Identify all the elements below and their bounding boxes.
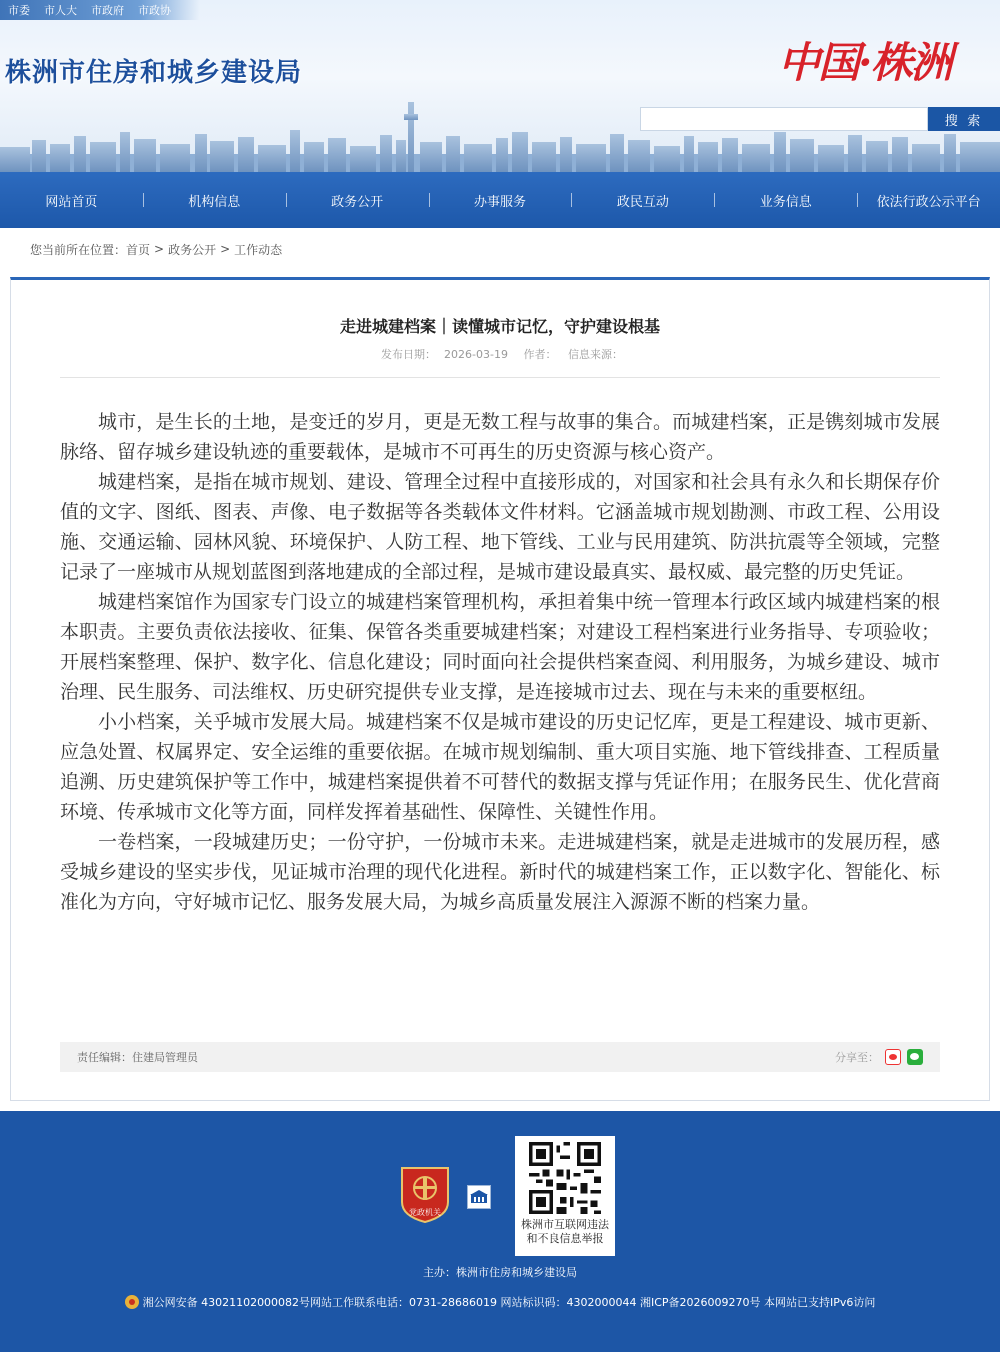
top-link-peoples-congress[interactable]: 市人大: [44, 4, 77, 17]
police-badge-icon: [125, 1295, 139, 1309]
breadcrumb: [0, 228, 1000, 270]
article-title: 走进城建档案｜读懂城市记忆，守护建设根基: [339, 317, 660, 336]
top-link-cppcc[interactable]: 市政协: [138, 4, 171, 17]
source-label: 信息来源：: [567, 348, 623, 361]
article-body: [60, 407, 940, 917]
article-meta: [11, 346, 989, 362]
share-group: [835, 1049, 923, 1065]
weibo-share-icon[interactable]: [885, 1049, 901, 1065]
breadcrumb-separator: >: [220, 242, 231, 256]
party-government-badge-icon[interactable]: [398, 1166, 452, 1224]
report-qr-code[interactable]: [515, 1136, 615, 1256]
top-links: [0, 0, 200, 20]
article-paragraph: 城建档案，是指在城市规划、建设、管理全过程中直接形成的，对国家和社会具有永久和长期保存价值的文字、图纸、图表、声像、电子数据等各类载体文件材料。它涵盖城市规划勘测、市政工程、公用设施、交通运输、园林风貌、环境保护、人防工程、地下管线、工业与民用建筑、防洪抗震等全领域，完整记录了一座城市从规划蓝图到落地建成的全部过程，是城市建设最真实、最权威、最完整的历史凭证。: [60, 471, 940, 583]
city-skyline-banner: [0, 92, 1000, 172]
brand-calligraphy-logo: 中国·株洲: [778, 38, 951, 87]
breadcrumb-separator: >: [154, 242, 165, 256]
breadcrumb-prefix: 您当前所在位置：: [30, 242, 127, 257]
share-label: 分享至：: [835, 1051, 879, 1064]
top-link-party-committee[interactable]: 市委: [8, 4, 30, 17]
party-badge-text: 党政机关: [409, 1208, 441, 1217]
nav-services[interactable]: 办事服务: [429, 191, 572, 210]
nav-business-info[interactable]: 业务信息: [714, 191, 857, 210]
nav-home[interactable]: 网站首页: [45, 194, 98, 210]
breadcrumb-home[interactable]: 首页: [126, 242, 151, 257]
nav-government-affairs[interactable]: 政务公开: [286, 191, 429, 210]
author-label: 作者：: [523, 348, 557, 361]
sponsor-label: 主办：: [423, 1266, 456, 1279]
title-divider: [60, 377, 940, 378]
date-label: 发布日期：: [381, 348, 437, 361]
nav-interaction[interactable]: 政民互动: [571, 191, 714, 210]
nav-law-publicity[interactable]: 依法行政公示平台: [857, 191, 1000, 210]
editor-name: 住建局管理员: [132, 1051, 198, 1064]
publish-date: 2026-03-19: [444, 348, 508, 361]
search-button[interactable]: 搜 索: [928, 107, 1000, 131]
qr-caption-line2: 和不良信息举报: [526, 1232, 604, 1245]
site-title[interactable]: 株洲市住房和城乡建设局: [5, 58, 303, 88]
sponsor-line: [0, 1264, 1000, 1280]
gov-site-icon[interactable]: [467, 1185, 491, 1209]
qr-caption-line1: 株洲市互联网违法: [521, 1218, 609, 1231]
site-header: [0, 0, 1000, 172]
article-paragraph: 小小档案，关乎城市发展大局。城建档案不仅是城市建设的历史记忆库，更是工程建设、城市更新、应急处置、权属界定、安全运维的重要依据。在城市规划编制、重大项目实施、地下管线排查、工程质量追溯、历史建筑保护等工作中，城建档案提供着不可替代的数据支撑与凭证作用；在服务民生、优化营商环境、传承城市文化等方面，同样发挥着基础性、保障性、关键性作用。: [60, 711, 940, 823]
article-container: [10, 277, 990, 1101]
article-footer-bar: [60, 1042, 940, 1072]
article-paragraph: 城市，是生长的土地，是变迁的岁月，更是无数工程与故事的集合。而城建档案，正是镌刻城市发展脉络、留存城乡建设轨迹的重要载体，是城市不可再生的历史资源与核心资产。: [60, 411, 940, 463]
site-footer: [0, 1111, 1000, 1352]
sponsor-name: 株洲市住房和城乡建设局: [456, 1266, 577, 1279]
nav-organization[interactable]: 机构信息: [143, 191, 286, 210]
wechat-share-icon[interactable]: [907, 1049, 923, 1065]
top-link-government[interactable]: 市政府: [91, 4, 124, 17]
qr-code-icon: [529, 1142, 601, 1214]
icp-text[interactable]: 湘公网安备 43021102000082号网站工作联系电话：0731-28686019 网站标识码：4302000044 湘ICP备2026009270号 本网站已支持IPv6访问: [142, 1296, 876, 1309]
main-nav: [0, 172, 1000, 228]
breadcrumb-government-affairs[interactable]: 政务公开: [168, 242, 217, 257]
breadcrumb-work-news[interactable]: 工作动态: [234, 242, 283, 257]
article-paragraph: 一卷档案，一段城建历史；一份守护，一份城市未来。走进城建档案，就是走进城市的发展历程，感受城乡建设的坚实步伐，见证城市治理的现代化进程。新时代的城建档案工作，正以数字化、智能化、标准化为方向，守好城市记忆、服务发展大局，为城乡高质量发展注入源源不断的档案力量。: [60, 831, 940, 913]
article-paragraph: 城建档案馆作为国家专门设立的城建档案管理机构，承担着集中统一管理本行政区域内城建档案的根本职责。主要负责依法接收、征集、保管各类重要城建档案；对建设工程档案进行业务指导、专项验收；开展档案整理、保护、数字化、信息化建设；同时面向社会提供档案查阅、利用服务，为城乡建设、城市治理、民生服务、司法维权、历史研究提供专业支撑，是连接城市过去、现在与未来的重要枢纽。: [60, 591, 940, 703]
icp-line: [0, 1294, 1000, 1310]
editor-label: 责任编辑：: [77, 1051, 132, 1064]
